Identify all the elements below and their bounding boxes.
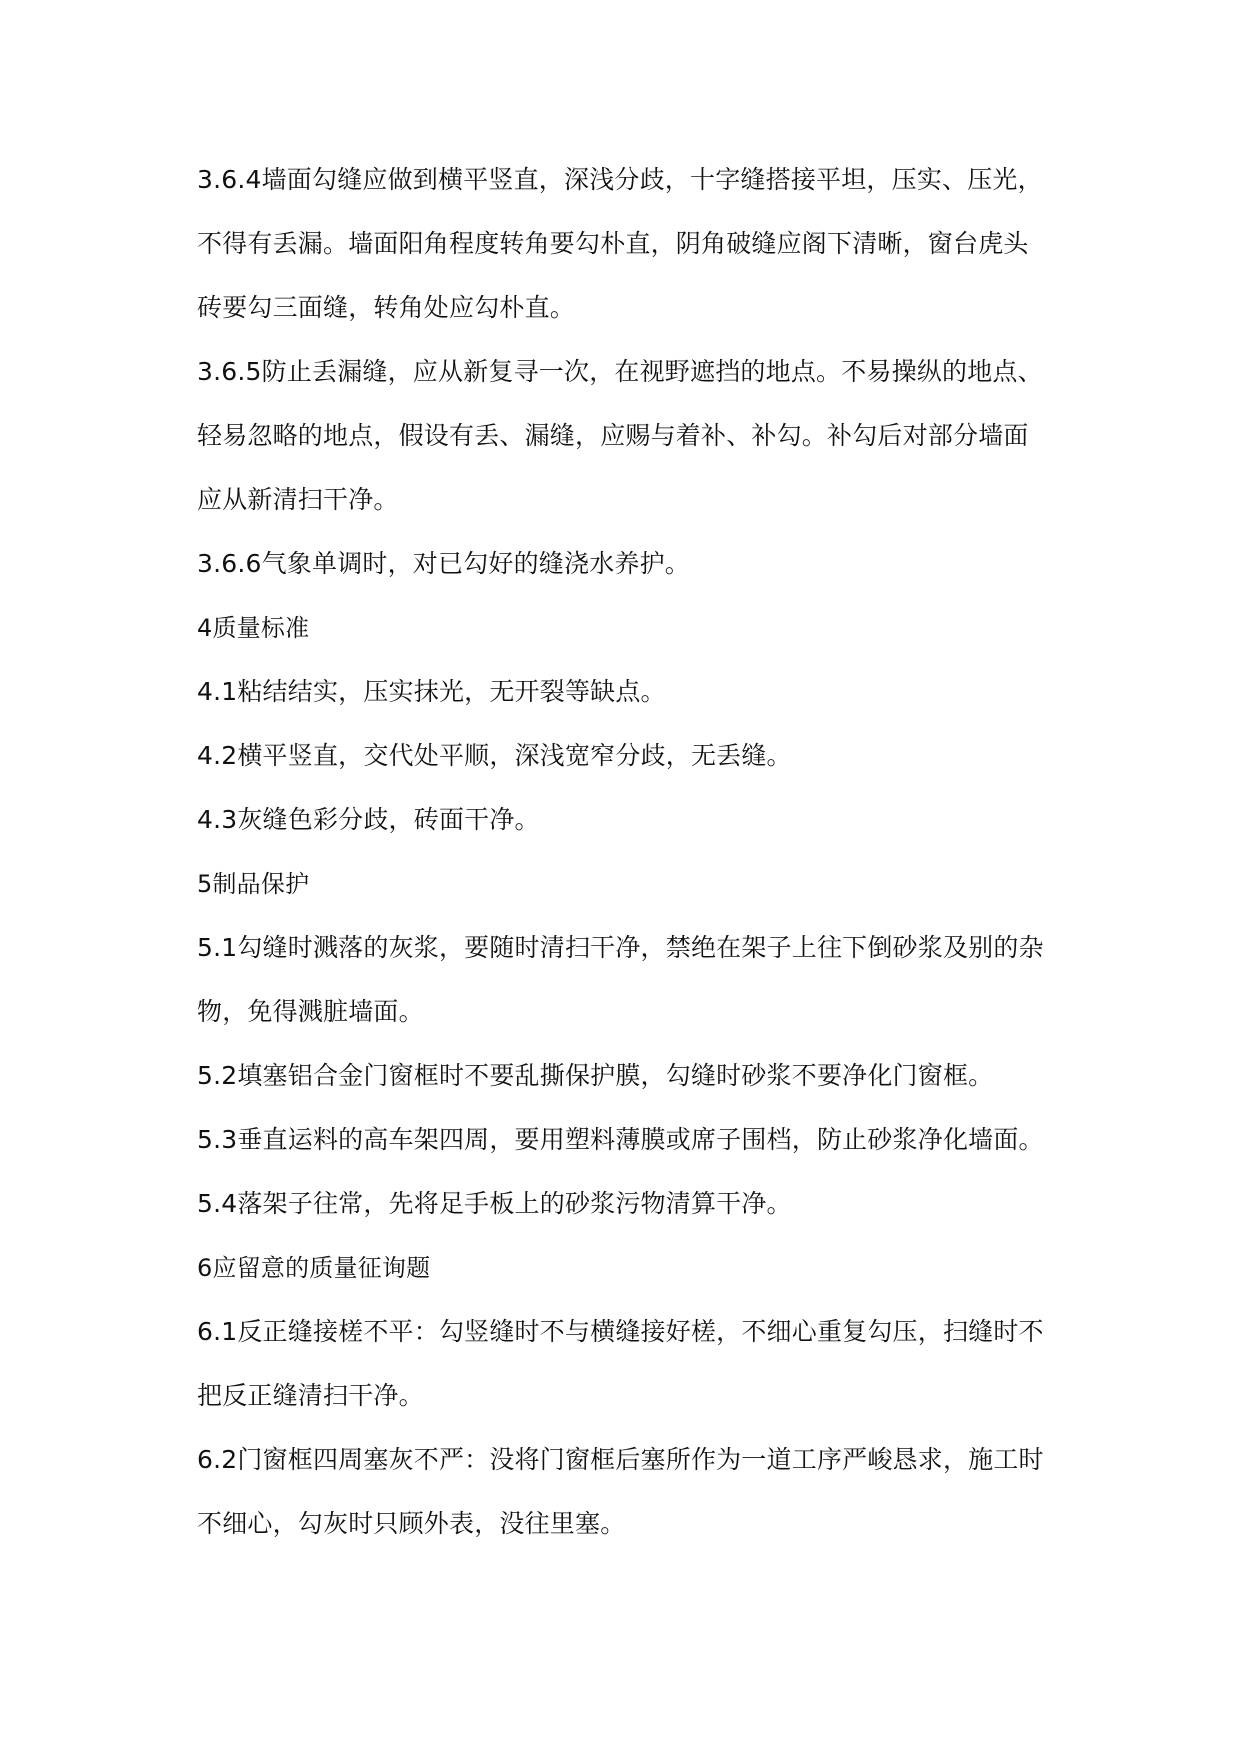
text-line: 应从新清扫干净。 [197,485,399,514]
text-line: 轻易忽略的地点，假设有丢、漏缝，应赐与着补、补勾。补勾后对部分墙面 [197,421,1029,450]
text-line: 砖要勾三面缝，转角处应勾朴直。 [197,293,576,322]
text-line: 5.4落架子往常，先将足手板上的砂浆污物清算干净。 [197,1189,792,1218]
text-line: 把反正缝清扫干净。 [197,1381,424,1410]
text-line: 3.6.5防止丢漏缝，应从新复寻一次，在视野遮挡的地点。不易操纵的地点、 [197,357,1043,386]
text-line: 3.6.6气象单调时，对已勾好的缝浇水养护。 [197,549,691,578]
text-line: 不得有丢漏。墙面阳角程度转角要勾朴直，阴角破缝应阁下清晰，窗台虎头 [197,229,1029,258]
section-heading: 5制品保护 [197,870,310,898]
text-line: 5.1勾缝时溅落的灰浆，要随时清扫干净，禁绝在架子上往下倒砂浆及别的杂 [197,933,1044,962]
text-line: 6.1反正缝接槎不平：勾竖缝时不与横缝接好槎，不细心重复勾压，扫缝时不 [197,1317,1044,1346]
text-line: 4.1粘结结实，压实抹光，无开裂等缺点。 [197,677,666,706]
text-line: 4.2横平竖直，交代处平顺，深浅宽窄分歧，无丢缝。 [197,741,792,770]
section-heading: 4质量标准 [197,614,310,642]
section-heading: 6应留意的质量征询题 [197,1254,431,1282]
text-line: 不细心，勾灰时只顾外表，没往里塞。 [197,1509,626,1538]
text-line: 3.6.4墙面勾缝应做到横平竖直，深浅分歧，十字缝搭接平坦，压实、压光， [197,165,1043,194]
text-line: 5.2填塞铝合金门窗框时不要乱撕保护膜，勾缝时砂浆不要净化门窗框。 [197,1061,994,1090]
text-line: 物，免得溅脏墙面。 [197,997,424,1026]
text-line: 5.3垂直运料的高车架四周，要用塑料薄膜或席子围档，防止砂浆净化墙面。 [197,1125,1044,1154]
text-line: 4.3灰缝色彩分歧，砖面干净。 [197,805,540,834]
text-line: 6.2门窗框四周塞灰不严：没将门窗框后塞所作为一道工序严峻恳求，施工时 [197,1445,1044,1474]
